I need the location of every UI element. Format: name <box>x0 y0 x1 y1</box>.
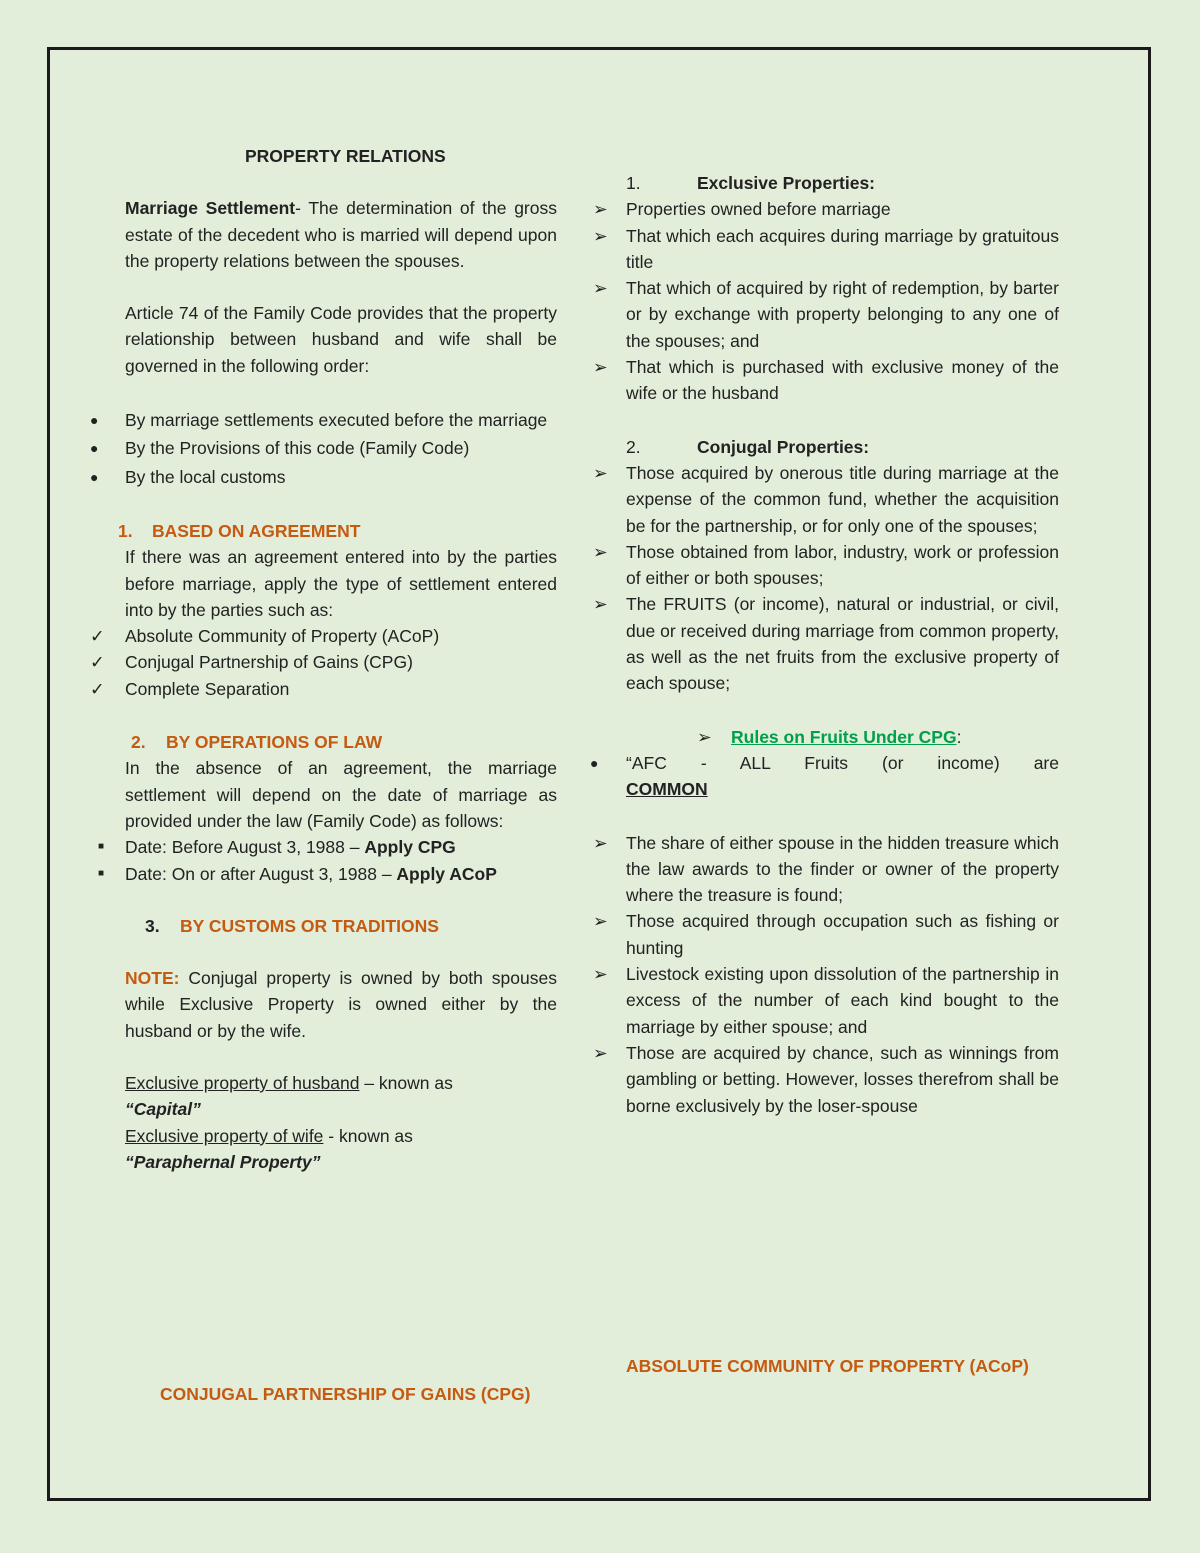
list-item: ■ Date: On or after August 3, 1988 – Apply ACoP <box>125 861 557 887</box>
list-item: ➢ Those are acquired by chance, such as winnings from gambling or betting. However, losses therefrom shall be borne exclusively by the loser-spouse <box>626 1040 1059 1119</box>
acop-heading: ABSOLUTE COMMUNITY OF PROPERTY (ACoP) <box>626 1356 1029 1376</box>
list-item: ➢ Those acquired by onerous title during marriage at the expense of the common fund, whether the acquisition be for the partnership, or for only one of the spouses; <box>626 460 1059 539</box>
arrow-bullet-icon: ➢ <box>593 541 608 562</box>
page-title: PROPERTY RELATIONS <box>245 146 446 166</box>
paraphernal-property-term: “Paraphernal Property” <box>125 1151 321 1172</box>
section-1-heading: 1. BASED ON AGREEMENT <box>118 520 361 541</box>
exclusive-properties-heading: 1. Exclusive Properties: <box>626 173 875 193</box>
arrow-bullet-icon: ➢ <box>593 199 608 220</box>
list-item: ● By the local customs <box>125 464 557 490</box>
husband-property-line: Exclusive property of husband – known as <box>125 1073 453 1094</box>
marriage-settlement-text: - The determination of the gross estate of the decedent who is married will depend upon the property relations between the spouses. <box>125 198 557 271</box>
arrow-bullet-icon: ➢ <box>697 726 712 747</box>
fruits-rule-list <box>590 750 1059 803</box>
section-2-text: In the absence of an agreement, the marriage settlement will depend on the date of marriage as provided under the law (Family Code) as follows: <box>125 758 557 831</box>
arrow-bullet-icon: ➢ <box>593 278 608 299</box>
arrow-bullet-icon: ➢ <box>593 832 608 853</box>
list-item: ➢ Those obtained from labor, industry, work or profession of either or both spouses; <box>626 539 1059 592</box>
checkmark-icon: ✓ <box>90 626 105 647</box>
exclusive-properties-list <box>593 196 1059 406</box>
left-column <box>90 143 557 1175</box>
arrow-bullet-icon: ➢ <box>593 225 608 246</box>
bullet-icon: ● <box>90 412 99 429</box>
list-item: ➢ The share of either spouse in the hidden treasure which the law awards to the finder or owner of the property where the treasure is found; <box>626 830 1059 909</box>
order-list <box>90 407 557 490</box>
marriage-settlement-term: Marriage Settlement <box>125 198 296 219</box>
list-item: ➢ That which of acquired by right of redemption, by barter or by exchange with property belonging to any one of the spouses; and <box>626 275 1059 354</box>
section-3-heading: 3. BY CUSTOMS OR TRADITIONS <box>145 915 439 936</box>
list-item: ➢ The FRUITS (or income), natural or industrial, or civil, due or received during marriage from common property, as well as the net fruits from the exclusive property of each spouse; <box>626 591 1059 696</box>
list-item: ➢ Properties owned before marriage <box>626 196 1059 222</box>
list-item: ■ Date: Before August 3, 1988 – Apply CPG <box>125 834 557 860</box>
capital-term: “Capital” <box>125 1099 201 1120</box>
bullet-icon: ● <box>90 440 99 457</box>
list-item: ● By marriage settlements executed before the marriage <box>125 407 557 433</box>
list-item: ➢ That which each acquires during marriage by gratuitous title <box>626 223 1059 276</box>
arrow-bullet-icon: ➢ <box>593 357 608 378</box>
square-bullet-icon: ■ <box>98 867 105 879</box>
cpg-heading: CONJUGAL PARTNERSHIP OF GAINS (CPG) <box>160 1384 531 1404</box>
bullet-icon: ● <box>90 468 99 485</box>
square-bullet-icon: ■ <box>98 841 105 853</box>
arrow-bullet-icon: ➢ <box>593 594 608 615</box>
list-item: ✓ Conjugal Partnership of Gains (CPG) <box>125 649 557 675</box>
list-item: ➢ Those acquired through occupation such as fishing or hunting <box>626 908 1059 961</box>
marriage-settlement-definition <box>125 195 557 274</box>
wife-property-line: Exclusive property of wife - known as <box>125 1125 413 1146</box>
arrow-bullet-icon: ➢ <box>593 462 608 483</box>
list-item: ✓ Complete Separation <box>125 676 557 702</box>
additional-conjugal-list <box>593 830 1059 1119</box>
list-item: ✓ Absolute Community of Property (ACoP) <box>125 623 557 649</box>
section-2-heading: 2. BY OPERATIONS OF LAW <box>131 732 383 753</box>
arrow-bullet-icon: ➢ <box>593 911 608 932</box>
list-item: ➢ Livestock existing upon dissolution of the partnership in excess of the number of each kind bought to the marriage by either spouse; and <box>626 961 1059 1040</box>
checkmark-icon: ✓ <box>90 678 105 699</box>
list-item: ● By the Provisions of this code (Family Code) <box>125 435 557 461</box>
conjugal-properties-list <box>593 460 1059 697</box>
right-column <box>590 170 1059 1119</box>
section-1-text: If there was an agreement entered into by the parties before marriage, apply the type of settlement entered into by the parties such as: <box>125 547 557 620</box>
article-74-text: Article 74 of the Family Code provides that the property relationship between husband and wife shall be governed in the following order: <box>125 303 557 376</box>
conjugal-properties-heading: 2. Conjugal Properties: <box>626 436 870 457</box>
arrow-bullet-icon: ➢ <box>593 1042 608 1063</box>
arrow-bullet-icon: ➢ <box>593 964 608 985</box>
rules-on-fruits-heading: ➢ Rules on Fruits Under CPG: <box>626 724 1059 750</box>
list-item: ● “AFC - ALL Fruits (or income) are COMMON <box>626 750 1059 803</box>
settlement-types-list <box>90 623 557 702</box>
note-paragraph: NOTE: Conjugal property is owned by both spouses while Exclusive Property is owned either by the husband or by the wife. <box>125 968 557 1041</box>
checkmark-icon: ✓ <box>90 652 105 673</box>
bullet-icon: ● <box>590 754 599 771</box>
list-item: ➢ That which is purchased with exclusive money of the wife or the husband <box>626 354 1059 407</box>
date-rules-list <box>98 834 557 887</box>
